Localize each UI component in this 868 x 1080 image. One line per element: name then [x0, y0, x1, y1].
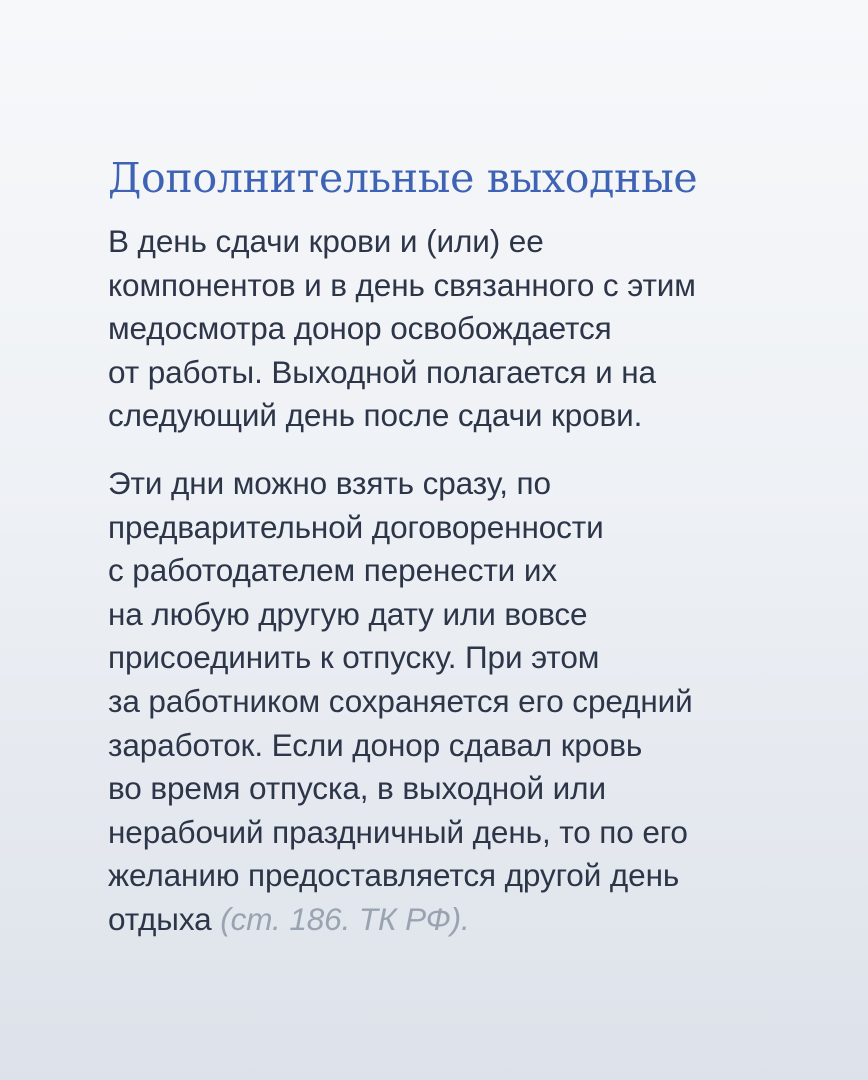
text-line-last [108, 898, 828, 942]
text-line: нерабочий праздничный день, то по его [108, 813, 688, 850]
text-line: предварительной договоренности [108, 508, 604, 545]
text-line: заработок. Если донор сдавал кровь [108, 726, 643, 763]
text-line: желанию предоставляется другой день [108, 857, 680, 894]
text-line: присоединить к отпуску. При этом [108, 639, 600, 676]
text-line: за работником сохраняется его средний [108, 682, 693, 719]
text-line: во время отпуска, в выходной или [108, 770, 606, 807]
text-line: Эти дни можно взять сразу, по [108, 464, 551, 501]
last-line-text: отдыха [108, 900, 212, 937]
text-line: с работодателем перенести их [108, 552, 557, 589]
paragraph-2 [108, 462, 828, 942]
content-card [108, 150, 828, 942]
paragraph-1 [108, 220, 828, 438]
text-line: от работы. Выходной полагается и на [108, 353, 656, 390]
text-line: медосмотра донор освобождается [108, 310, 612, 347]
law-reference: (ст. 186. ТК РФ). [220, 900, 470, 937]
text-line: В день сдачи крови и (или) ее [108, 223, 544, 259]
text-line: на любую другую дату или вовсе [108, 595, 588, 632]
text-line: следующий день после сдачи крови. [108, 397, 643, 434]
text-line: компонентов и в день связанного с этим [108, 266, 696, 303]
page-title: Дополнительные выходные [108, 154, 698, 202]
